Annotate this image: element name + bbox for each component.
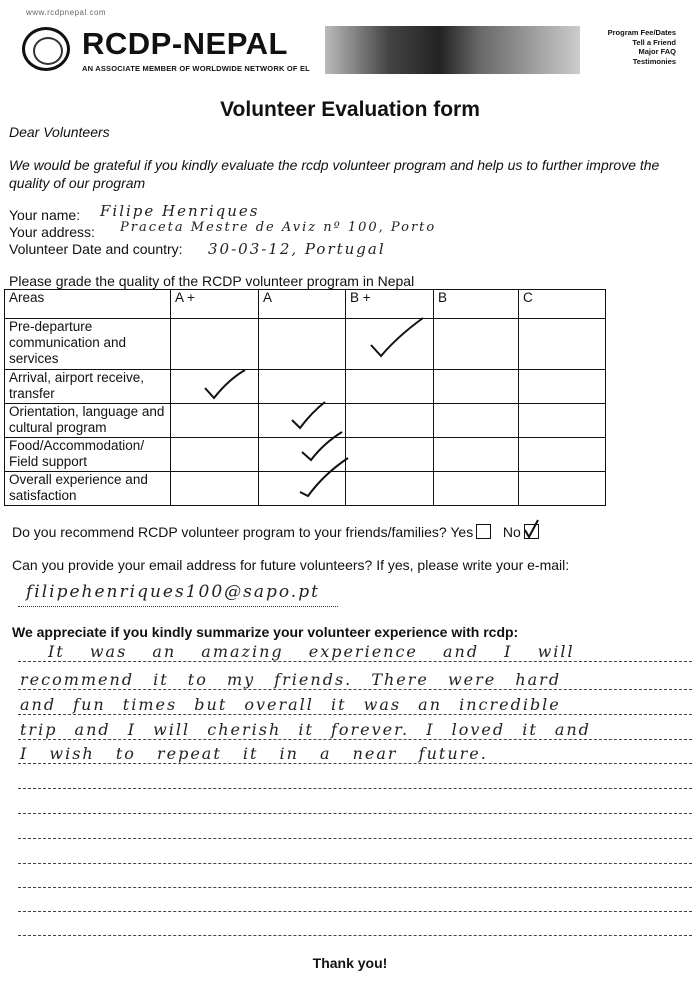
website-url: www.rcdpnepal.com	[26, 8, 107, 17]
checkmark-arrival-a-plus	[205, 370, 245, 398]
email-value[interactable]: filipehenriques100@sapo.pt	[26, 582, 320, 602]
link-tell-friend[interactable]: Tell a Friend	[632, 37, 676, 47]
checkmark-pre-departure-b-plus	[371, 318, 423, 356]
intro-text: We would be grateful if you kindly evaluate the rcdp volunteer program and help us to further improve the quality of our program	[9, 157, 660, 191]
email-question: Can you provide your email address for future volunteers? If yes, please write your e-mail:	[12, 557, 570, 573]
link-major-faq[interactable]: Major FAQ	[638, 47, 676, 56]
date-value[interactable]: 30-03-12, Portugal	[208, 240, 386, 258]
no-label: No	[502, 524, 521, 540]
header-b-plus: B +	[346, 290, 434, 319]
date-label: Volunteer Date and country:	[9, 241, 183, 257]
header-c: C	[519, 290, 606, 319]
thank-you: Thank you!	[312, 955, 388, 971]
checkmark-yes	[525, 520, 538, 537]
brand-tagline: AN ASSOCIATE MEMBER OF WORLDWIDE NETWORK OF EL	[82, 64, 310, 73]
area-pre-departure: Pre-departure communication and services	[5, 319, 171, 370]
form-title: Volunteer Evaluation form	[220, 98, 480, 121]
summary-text-line[interactable]: and fun times but overall it was an incredible	[20, 695, 561, 714]
header-a-plus: A +	[171, 290, 259, 319]
link-testimonies[interactable]: Testimonies	[632, 56, 676, 66]
area-arrival: Arrival, airport receive, transfer	[5, 370, 171, 404]
checkmark-food-a	[302, 432, 342, 460]
area-food: Food/Accommodation/ Field support	[5, 438, 171, 472]
link-program-fee[interactable]: Program Fee/Dates	[607, 28, 676, 37]
brand-name: RCDP-NEPAL	[82, 26, 288, 61]
recommend-question: Do you recommend RCDP volunteer program to your friends/families?	[12, 524, 447, 540]
summary-text-line[interactable]: I wish to repeat it in a near future.	[20, 744, 488, 763]
grade-title: Please grade the quality of the RCDP volunteer program in Nepal	[9, 273, 415, 289]
address-label: Your address:	[9, 224, 95, 240]
name-label: Your name:	[9, 207, 81, 223]
name-value[interactable]: Filipe Henriques	[100, 202, 260, 220]
area-orientation: Orientation, language and cultural program	[5, 404, 171, 438]
summary-text-line[interactable]: recommend it to my friends. There were hard	[20, 670, 562, 689]
checkmark-orientation-a	[292, 402, 325, 428]
address-value[interactable]: Praceta Mestre de Aviz nº 100, Porto	[120, 220, 437, 235]
summary-text-line[interactable]: trip and I will cherish it forever. I loved it and	[20, 720, 591, 739]
header-a: A	[259, 290, 346, 319]
area-overall: Overall experience and satisfaction	[5, 472, 171, 506]
checkmark-overall-a	[300, 458, 348, 496]
summary-text-line[interactable]: It was an amazing experience and I will	[48, 642, 575, 661]
greeting: Dear Volunteers	[9, 124, 110, 140]
yes-label: Yes	[450, 524, 474, 540]
summary-label: We appreciate if you kindly summarize your volunteer experience with rcdp:	[12, 624, 519, 640]
header-b: B	[434, 290, 519, 319]
header-areas: Areas	[5, 290, 171, 319]
